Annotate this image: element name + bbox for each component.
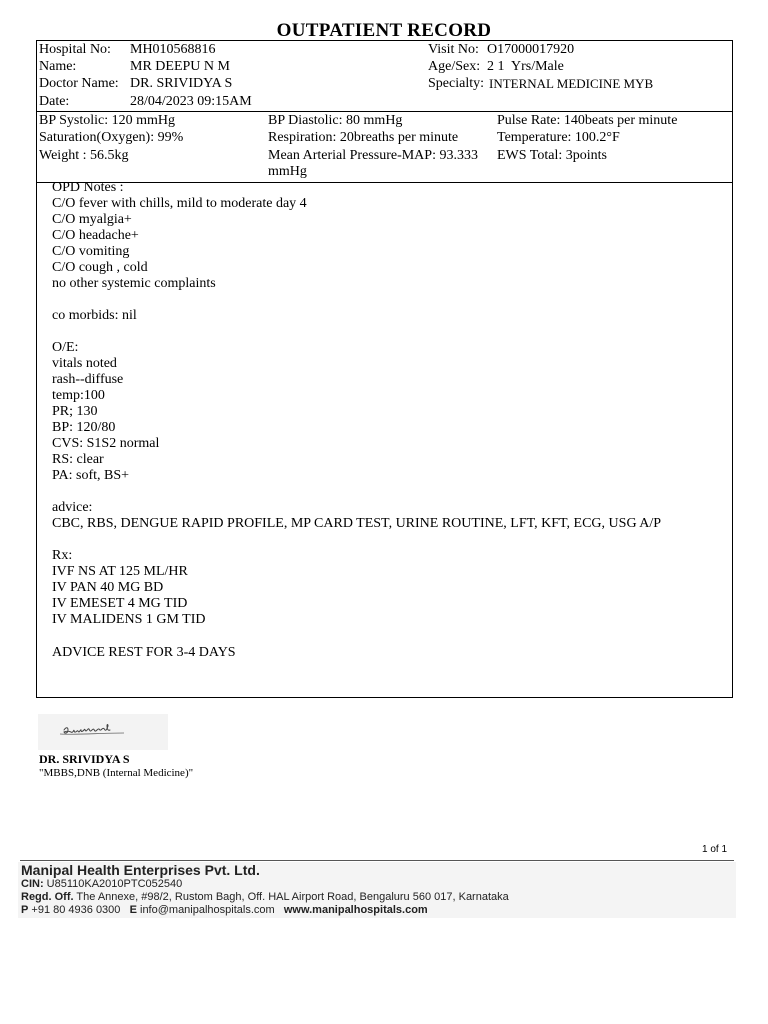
specialty-label: Specialty: [428, 76, 484, 91]
phone-label: P [21, 904, 29, 916]
doctor-value: DR. SRIVIDYA S [130, 76, 233, 91]
notes-line: temp:100 [52, 388, 105, 403]
notes-heading: OPD Notes : [52, 180, 124, 195]
notes-line: rash--diffuse [52, 372, 124, 387]
map-line-2: mmHg [268, 164, 307, 179]
map-line-1: Mean Arterial Pressure-MAP: 93.333 [268, 148, 478, 163]
notes-line: IV PAN 40 MG BD [52, 580, 164, 595]
signatory-name: DR. SRIVIDYA S [39, 752, 130, 766]
cin-value: U85110KA2010PTC052540 [46, 878, 183, 890]
notes-line: CBC, RBS, DENGUE RAPID PROFILE, MP CARD TEST, URINE ROUTINE, LFT, KFT, ECG, USG A/P [52, 516, 662, 531]
notes-line: IV EMESET 4 MG TID [52, 596, 188, 611]
registered-office-line [21, 891, 509, 903]
weight: Weight : 56.5kg [39, 148, 129, 163]
bp-diastolic: BP Diastolic: 80 mmHg [268, 113, 403, 128]
regd-address: The Annexe, #98/2, Rustom Bagh, Off. HAL Airport Road, Bengaluru 560 017, Karnataka [76, 891, 509, 903]
notes-line: co morbids: nil [52, 308, 137, 323]
respiration: Respiration: 20breaths per minute [268, 130, 459, 145]
notes-line: C/O headache+ [52, 228, 139, 243]
saturation: Saturation(Oxygen): 99% [39, 130, 184, 145]
notes-line: RS: clear [52, 452, 104, 467]
notes-line: PR; 130 [52, 404, 98, 419]
cin-line [21, 878, 182, 890]
hospital-no-value: MH010568816 [130, 42, 216, 57]
date-value: 28/04/2023 09:15AM [130, 94, 252, 109]
regd-label: Regd. Off. [21, 891, 74, 903]
visit-no-label: Visit No: [428, 42, 479, 57]
doctor-label: Doctor Name: [39, 76, 119, 91]
contact-line [21, 904, 428, 916]
age-sex-label: Age/Sex: [428, 59, 481, 74]
cin-label: CIN: [21, 878, 44, 890]
notes-line: ADVICE REST FOR 3-4 DAYS [52, 645, 236, 660]
notes-line: O/E: [52, 340, 79, 355]
notes-line: C/O vomiting [52, 244, 130, 259]
date-label: Date: [39, 94, 70, 109]
page-number: 1 of 1 [702, 844, 728, 855]
website-link[interactable]: www.manipalhospitals.com [283, 904, 428, 916]
company-name: Manipal Health Enterprises Pvt. Ltd. [21, 862, 260, 878]
phone-value: +91 80 4936 0300 [31, 904, 121, 916]
notes-line: PA: soft, BS+ [52, 468, 130, 483]
notes-line: Rx: [52, 548, 73, 563]
signatory-qualification: "MBBS,DNB (Internal Medicine)" [39, 767, 194, 779]
name-label: Name: [39, 59, 77, 74]
pulse-rate: Pulse Rate: 140beats per minute [497, 113, 678, 128]
email-link[interactable]: info@manipalhospitals.com [140, 904, 275, 916]
notes-line: C/O fever with chills, mild to moderate day 4 [52, 196, 307, 211]
handwritten-signature [38, 714, 168, 750]
notes-line: IV MALIDENS 1 GM TID [52, 612, 206, 627]
age-sex-value: 2 1 Yrs/Male [487, 59, 564, 74]
visit-no-value: O17000017920 [487, 42, 575, 57]
notes-line: C/O myalgia+ [52, 212, 132, 227]
notes-line: vitals noted [52, 356, 117, 371]
temperature: Temperature: 100.2°F [497, 130, 620, 145]
specialty-value: INTERNAL MEDICINE MYB [489, 76, 654, 91]
notes-line: CVS: S1S2 normal [52, 436, 160, 451]
bp-systolic: BP Systolic: 120 mmHg [39, 113, 176, 128]
notes-line: C/O cough , cold [52, 260, 148, 275]
notes-line: BP: 120/80 [52, 420, 116, 435]
notes-line: IVF NS AT 125 ML/HR [52, 564, 188, 579]
signature-image [38, 714, 168, 750]
hospital-no-label: Hospital No: [39, 42, 111, 57]
document-title: OUTPATIENT RECORD [276, 20, 492, 41]
notes-line: advice: [52, 500, 93, 515]
name-value: MR DEEPU N M [130, 59, 230, 74]
footer-divider [20, 860, 734, 861]
email-label: E [129, 904, 137, 916]
opd-notes-box [36, 180, 733, 698]
notes-line: no other systemic complaints [52, 276, 216, 291]
ews-total: EWS Total: 3points [497, 148, 607, 163]
